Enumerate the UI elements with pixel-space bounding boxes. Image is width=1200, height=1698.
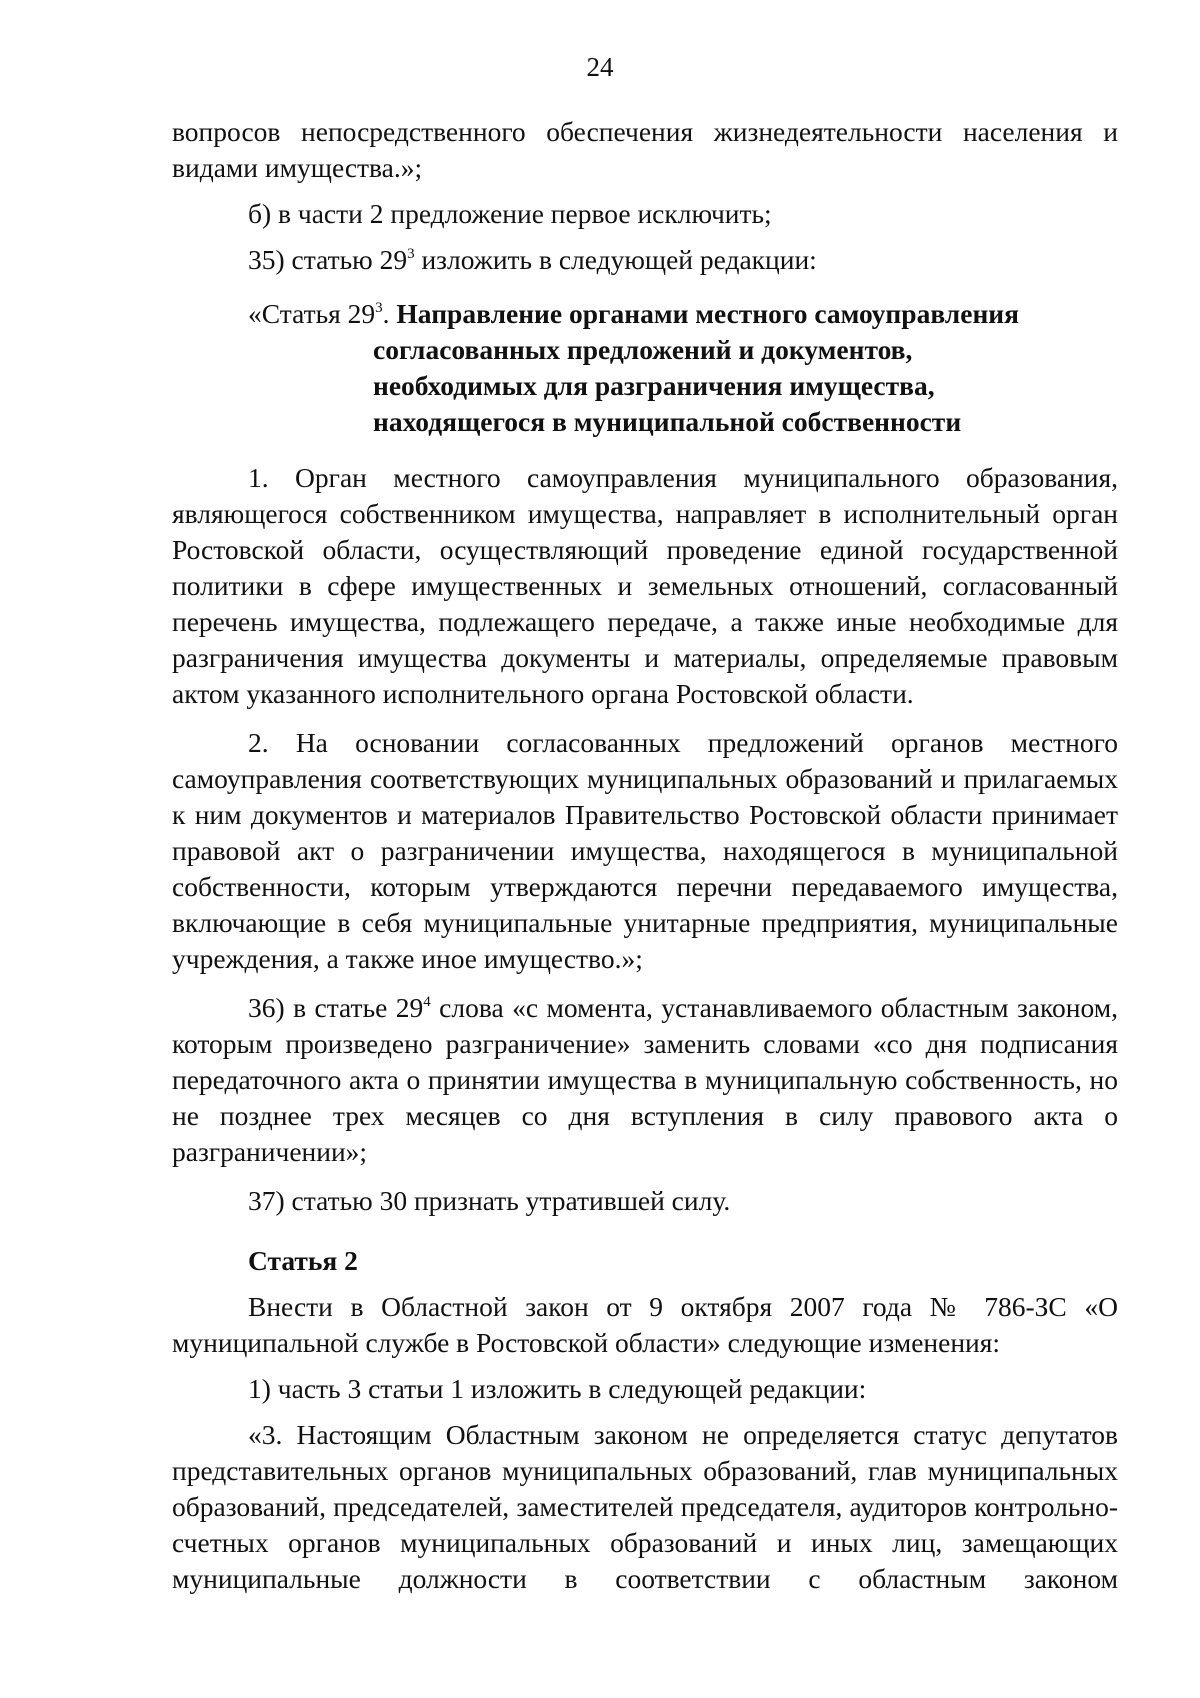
paragraph-35-start: 35) статью 29: [248, 244, 408, 275]
article-title-line-4: находящегося в муниципальной собственности: [373, 406, 962, 437]
paragraph-36: [172, 990, 1118, 1170]
article-title-superscript: 3: [375, 300, 383, 316]
paragraph-35: [172, 242, 1118, 278]
paragraph-article-2-item-1: 1) часть 3 статьи 1 изложить в следующей редакции:: [248, 1373, 867, 1404]
article-title-text-1: Направление органами местного самоуправления: [396, 298, 1020, 329]
paragraph-37: 37) статью 30 признать утратившей силу.: [248, 1185, 731, 1216]
article-29-3-title: [248, 296, 1118, 440]
article-title-prefix: «Статья 29: [248, 298, 376, 329]
article-title-line-3: необходимых для разграничения имущества,: [373, 370, 935, 401]
article-title-line-2: согласованных предложений и документов,: [373, 334, 913, 365]
paragraph-article-2-intro: Внести в Областной закон от 9 октября 2007 года № 786-ЗС «О муниципальной службе в Ростовской области» следующие изменения:: [172, 1291, 1118, 1358]
paragraph-36-start: 36) в статье 29: [248, 992, 424, 1023]
paragraph-b: б) в части 2 предложение первое исключить;: [248, 198, 772, 229]
article-title-line-1: [248, 296, 1118, 332]
article-title-dot: .: [382, 298, 397, 329]
page-number: 24: [586, 52, 614, 82]
paragraph-2: 2. На основании согласованных предложений органов местного самоуправления соответствующих муниципальных образований и прилагаемых к ним документов и материалов Правительство Ростовской области принимает правовой акт о разграничении имущества, находящегося в муниципальной собственности, которым утверждаются перечни передаваемого имущества, включающие в себя муниципальные унитарные предприятия, муниципальные учреждения, а также иное имущество.»;: [172, 727, 1118, 974]
superscript-4: 4: [423, 994, 431, 1010]
paragraph-36-end: слова «с момента, устанавливаемого областным законом, которым произведено разграничение» заменить словами «со дня подписания передаточного акта о принятии имущества в муниципальную собственность, но не позднее трех месяцев со дня вступления в силу правового акта о разграничении»;: [172, 992, 1118, 1167]
paragraph-continuation: вопросов непосредственного обеспечения жизнедеятельности населения и видами имущества.»;: [172, 116, 1118, 183]
paragraph-1: 1. Орган местного самоуправления муниципального образования, являющегося собственником имущества, направляет в исполнительный орган Ростовской области, осуществляющий проведение единой государственной политики в сфере имущественных и земельных отношений, согласованный перечень имущества, подлежащего передаче, а также иные необходимые для разграничения имущества документы и материалы, определяемые правовым актом указанного исполнительного органа Ростовской области.: [172, 462, 1118, 709]
document-body: [172, 114, 1118, 1607]
superscript-3: 3: [407, 246, 415, 262]
paragraph-35-end: изложить в следующей редакции:: [414, 244, 817, 275]
paragraph-article-2-quote: «3. Настоящим Областным законом не определяется статус депутатов представительных органов муниципальных образований, глав муниципальных образований, председателей, заместителей председателя, аудиторов контрольно-счетных органов муниципальных образований и иных лиц, замещающих муниципальные должности в соответствии с областным законом: [172, 1419, 1118, 1594]
article-2-heading: Статья 2: [248, 1245, 358, 1276]
